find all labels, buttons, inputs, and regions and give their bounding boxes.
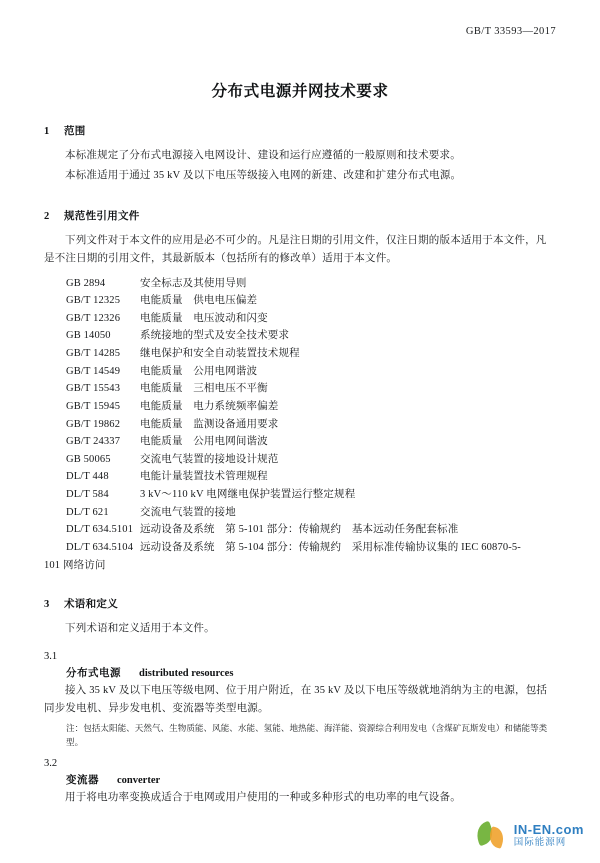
section-title: 规范性引用文件 xyxy=(64,210,140,222)
reference-title: 远动设备及系统 第 5-104 部分：传输规约 采用标准传输协议集的 IEC 60870-5- xyxy=(140,541,521,553)
list-item xyxy=(44,398,556,416)
section-number: 3 xyxy=(44,599,50,611)
reference-continuation: 101 网络访问 xyxy=(44,559,106,571)
list-item xyxy=(44,468,556,486)
paragraph: 本标准规定了分布式电源接入电网设计、建设和运行应遵循的一般原则和技术要求。 xyxy=(65,150,461,161)
reference-code: DL/T 448 xyxy=(66,471,109,483)
list-item xyxy=(44,504,556,522)
reference-list xyxy=(44,275,556,575)
reference-title: 电能计量装置技术管理规程 xyxy=(140,471,268,483)
term-definition: 用于将电功率变换成适合于电网或用户使用的一种或多种形式的电功率的电气设备。 xyxy=(65,791,461,803)
reference-code: DL/T 584 xyxy=(66,489,109,500)
list-item xyxy=(44,380,556,398)
reference-code: DL/T 634.5101 xyxy=(66,524,134,536)
reference-title: 电能质量 三相电压不平衡 xyxy=(140,383,268,395)
section-normative-references xyxy=(44,208,556,574)
paragraph: 下列文件对于本文件的应用是必不可少的。凡是注日期的引用文件，仅注日期的版本适用于本文件，凡是不注日期的引用文件，其最新版本（包括所有的修改单）适用于本文件。 xyxy=(44,234,547,265)
section-title: 范围 xyxy=(64,126,86,137)
reference-title: 电能质量 电力系统频率偏差 xyxy=(140,400,279,412)
reference-code: GB/T 15543 xyxy=(66,383,121,395)
section-terms-definitions xyxy=(44,596,556,807)
list-item xyxy=(44,539,556,557)
reference-code: DL/T 621 xyxy=(66,506,109,518)
reference-title: 远动设备及系统 第 5-101 部分：传输规约 基本远动任务配套标准 xyxy=(140,524,459,536)
reference-title: 3 kV～110 kV 电网继电保护装置运行整定规程 xyxy=(140,489,356,500)
reference-title: 系统接地的型式及安全技术要求 xyxy=(140,330,290,342)
list-item xyxy=(44,292,556,310)
reference-code: GB 50065 xyxy=(66,453,111,465)
reference-code: DL/T 634.5104 xyxy=(66,541,134,553)
term-number: 3.2 xyxy=(44,757,58,769)
reference-title: 电能质量 公用电网间谐波 xyxy=(140,436,268,448)
reference-title: 交流电气装置的接地设计规范 xyxy=(140,453,279,465)
watermark-site-name: IN-EN.com xyxy=(513,822,584,838)
reference-code: GB/T 19862 xyxy=(66,418,121,430)
reference-title: 继电保护和安全自动装置技术规程 xyxy=(140,348,300,359)
watermark-site-name-cn: 国际能源网 xyxy=(513,837,567,848)
term-note: 注：包括太阳能、天然气、生物质能、风能、水能、氢能、地热能、海洋能、资源综合利用发电（含煤矿瓦斯发电）和储能等类型。 xyxy=(66,723,548,747)
document-title: 分布式电源并网技术要求 xyxy=(211,83,389,100)
list-item xyxy=(44,363,556,381)
list-item xyxy=(44,275,556,293)
reference-code: GB/T 12326 xyxy=(66,312,121,324)
list-item xyxy=(44,416,556,434)
section-title: 术语和定义 xyxy=(64,599,118,611)
list-item xyxy=(44,486,556,504)
reference-code: GB 14050 xyxy=(66,330,111,342)
leaf-logo-icon xyxy=(474,819,508,853)
list-item xyxy=(44,310,556,328)
reference-code: GB/T 15945 xyxy=(66,400,121,412)
term-name-cn: 变流器 xyxy=(66,774,99,786)
watermark-text xyxy=(514,823,584,849)
reference-code: GB/T 14549 xyxy=(66,365,121,377)
section-heading xyxy=(44,208,556,223)
list-item xyxy=(44,451,556,469)
term-number: 3.1 xyxy=(44,650,58,662)
reference-title: 安全标志及其使用导则 xyxy=(140,277,247,289)
reference-title: 电能质量 公用电网谐波 xyxy=(140,365,258,377)
paragraph: 下列术语和定义适用于本文件。 xyxy=(65,623,215,635)
page-header-standard-code: GB/T 33593—2017 xyxy=(465,26,556,37)
term-name-en: converter xyxy=(117,774,161,786)
term-heading xyxy=(44,772,556,787)
term-definition: 接入 35 kV 及以下电压等级电网、位于用户附近，在 35 kV 及以下电压等级就地消纳为主的电源，包括同步发电机、异步发电机、变流器等类型电源。 xyxy=(44,684,548,714)
reference-title: 交流电气装置的接地 xyxy=(140,506,236,518)
watermark xyxy=(474,819,584,853)
term-name-en: distributed resources xyxy=(139,667,234,679)
term-name-cn: 分布式电源 xyxy=(66,667,121,679)
paragraph: 本标准适用于通过 35 kV 及以下电压等级接入电网的新建、改建和扩建分布式电源。 xyxy=(65,170,462,182)
section-scope xyxy=(44,123,556,186)
section-number: 1 xyxy=(44,126,50,137)
reference-code: GB/T 24337 xyxy=(66,436,121,448)
reference-title: 电能质量 供电电压偏差 xyxy=(140,295,258,307)
list-item xyxy=(44,521,556,539)
list-item xyxy=(44,345,556,363)
reference-title: 电能质量 电压波动和闪变 xyxy=(140,312,268,324)
reference-code: GB 2894 xyxy=(66,277,106,289)
reference-title: 电能质量 监测设备通用要求 xyxy=(140,418,279,430)
section-heading xyxy=(44,596,556,611)
term-heading xyxy=(44,665,556,680)
reference-code: GB/T 12325 xyxy=(66,295,121,307)
section-heading xyxy=(44,123,556,138)
list-item xyxy=(44,327,556,345)
section-number: 2 xyxy=(44,210,50,222)
list-item xyxy=(44,433,556,451)
reference-code: GB/T 14285 xyxy=(66,348,121,359)
